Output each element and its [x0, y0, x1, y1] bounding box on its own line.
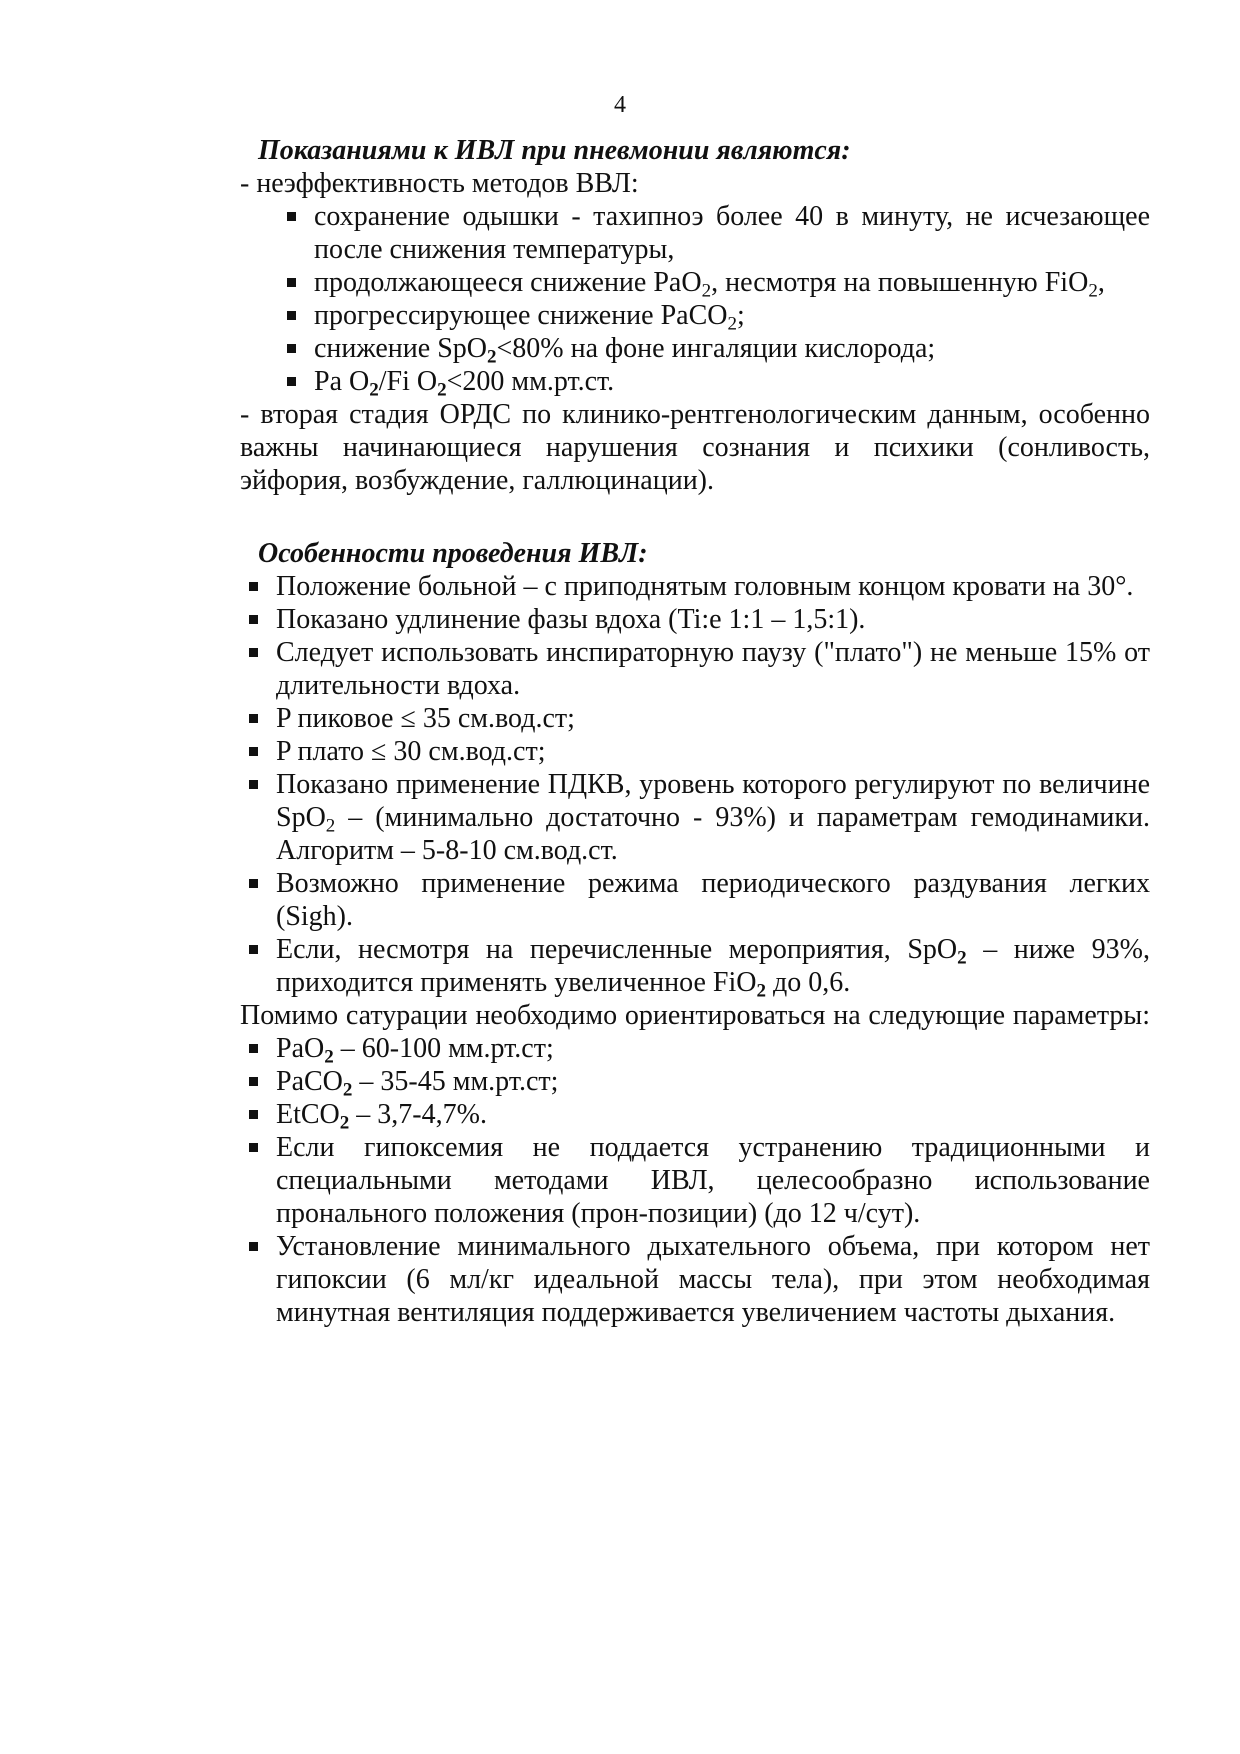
paco2-value: – 35-45 мм.рт.ст;	[352, 1066, 559, 1097]
pao2-label: PaO	[276, 1033, 325, 1064]
subscript: 2	[324, 1046, 334, 1068]
indications-list	[240, 200, 1150, 401]
list-item-paco2-decline	[314, 299, 1150, 335]
pao2-value: – 60-100 мм.рт.ст;	[333, 1033, 554, 1064]
list-item-dyspnea	[314, 200, 1150, 266]
list-item-spo2-decline	[314, 332, 1150, 368]
page-number: 4	[614, 92, 626, 118]
list-item-peep	[276, 768, 1150, 867]
list-item-etco2	[276, 1098, 1150, 1134]
pao2-fio2-text-mid: /Fi O	[378, 366, 438, 397]
pao2-decline-text: продолжающееся снижение PaO	[314, 267, 702, 298]
ventilation-features-heading: Особенности проведения ИВЛ:	[258, 538, 648, 569]
list-item-tidal-volume	[276, 1230, 1150, 1329]
list-item-pao2-fio2	[314, 365, 1150, 401]
parameters-list	[240, 1032, 1150, 1329]
plateau-pressure-text: P плато ≤ 30 см.вод.ст;	[276, 736, 546, 767]
spo2-decline-text-end: <80% на фоне ингаляции кислорода;	[496, 333, 936, 364]
list-item-inspiration	[276, 603, 1150, 636]
document-body	[240, 134, 1150, 1329]
subscript: 2	[369, 379, 379, 401]
list-item-peak-pressure	[276, 702, 1150, 735]
prone-position-text: Если гипоксемия не поддается устранению традиционными и специальными методами ИВЛ, целесообразно использование пронального положения (прон-позиции) (до 12 ч/сут).	[276, 1132, 1150, 1229]
sigh-text: Возможно применение режима периодического раздувания легких (Sigh).	[276, 868, 1150, 932]
list-item-fio2	[276, 933, 1150, 1002]
pao2-decline-text-mid: , несмотря на повышенную FiO	[711, 267, 1089, 298]
subscript: 2	[487, 346, 497, 368]
ards-stage-paragraph: - вторая стадия ОРДС по клинико-рентгенологическим данным, особенно важны начинающиеся нарушения сознания и психики (сонливость, эйфория, возбуждение, галлюцинации).	[240, 399, 1150, 496]
paco2-label: PaCO	[276, 1066, 343, 1097]
subscript: 2	[727, 313, 738, 335]
inspiration-text: Показано удлинение фазы вдоха (Ti:e 1:1 – 1,5:1).	[276, 604, 866, 635]
fio2-text-end: до 0,6.	[765, 967, 851, 998]
pao2-decline-text-end: ,	[1097, 267, 1105, 298]
pao2-fio2-text-end: <200 мм.рт.ст.	[446, 366, 615, 397]
list-item-sigh	[276, 867, 1150, 933]
etco2-value: – 3,7-4,7%.	[349, 1099, 487, 1130]
paco2-decline-text: прогрессирующее снижение PaCO	[314, 300, 728, 331]
list-item-prone-position	[276, 1131, 1150, 1230]
indications-heading: Показаниями к ИВЛ при пневмонии являются:	[258, 135, 851, 166]
tidal-volume-text: Установление минимального дыхательного объема, при котором нет гипоксии (6 мл/кг идеальной массы тела), при этом необходимая минутная вентиляция поддерживается увеличением частоты дыхания.	[276, 1231, 1150, 1328]
dyspnea-text: сохранение одышки - тахипноэ более 40 в минуту, не исчезающее после снижения температуры,	[314, 201, 1150, 265]
subscript: 2	[325, 815, 336, 837]
fio2-text-mid: – ниже 93%, приходится применять увеличенное FiO	[276, 934, 1150, 998]
list-item-pause	[276, 636, 1150, 702]
subscript: 2	[1088, 280, 1098, 302]
fio2-text: Если, несмотря на перечисленные мероприятия, SpO	[276, 934, 958, 965]
peak-pressure-text: P пиковое ≤ 35 см.вод.ст;	[276, 703, 575, 734]
etco2-label: EtCO	[276, 1099, 340, 1130]
peep-text: Показано применение ПДКВ, уровень которого регулируют по величине SpO	[276, 769, 1150, 833]
list-item-pao2	[276, 1032, 1150, 1068]
subscript: 2	[339, 1112, 350, 1134]
ineffectiveness-intro: - неэффективность методов ВВЛ:	[240, 168, 639, 199]
list-item-paco2	[276, 1065, 1150, 1101]
paco2-decline-text-end: ;	[737, 300, 745, 331]
list-item-pao2-decline	[314, 266, 1150, 302]
ventilation-features-list	[240, 570, 1150, 1002]
subscript: 2	[437, 379, 447, 401]
spo2-decline-text: снижение SpO	[314, 333, 487, 364]
list-item-position	[276, 570, 1150, 603]
position-text: Положение больной – с приподнятым головным концом кровати на 30°.	[276, 571, 1134, 602]
pao2-fio2-text: Pa O	[314, 366, 370, 397]
subscript: 2	[756, 980, 766, 1002]
pause-text: Следует использовать инспираторную паузу ("плато") не меньше 15% от длительности вдоха.	[276, 637, 1150, 701]
peep-text-end: – (минимально достаточно - 93%) и параметрам гемодинамики. Алгоритм – 5-8-10 см.вод.ст.	[276, 802, 1150, 866]
subscript: 2	[701, 280, 712, 302]
subscript: 2	[957, 947, 967, 969]
list-item-plateau-pressure	[276, 735, 1150, 768]
additional-parameters-intro: Помимо сатурации необходимо ориентироваться на следующие параметры:	[240, 1000, 1150, 1031]
subscript: 2	[342, 1079, 353, 1101]
